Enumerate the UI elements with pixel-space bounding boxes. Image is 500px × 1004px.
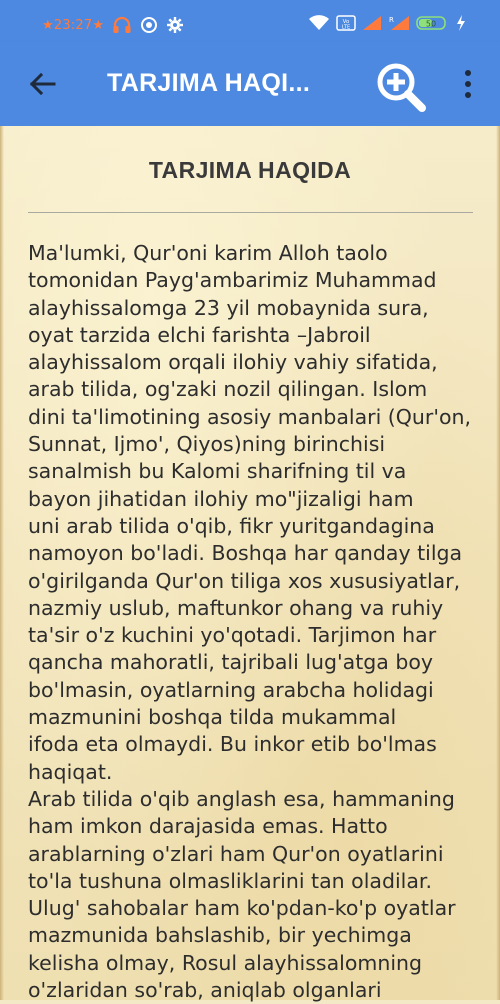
text-line: tomonidan Payg'ambarimiz Muhammad <box>28 268 437 293</box>
text-line: o'zlaridan so'rab, aniqlab olganlari <box>28 978 382 1003</box>
sync-icon <box>140 16 158 34</box>
text-line: nazmiy uslub, maftunkor ohang va ruhiy <box>28 595 444 620</box>
battery-icon <box>416 15 450 31</box>
zoom-button[interactable] <box>375 61 427 113</box>
status-time: ★23:27★ <box>42 17 105 33</box>
text-line: Arab tilida o'qib anglash esa, hammaning <box>28 786 455 811</box>
text-line: ham imkon darajasida emas. Hatto <box>28 814 388 839</box>
text-line: arablarning o'zlari ham Qur'on oyatlarini <box>28 841 444 866</box>
status-time-value: 23:27 <box>53 17 93 33</box>
settings-gear-icon <box>166 16 184 34</box>
text-line: ta'sir o'z kuchini yo'qotadi. Tarjimon har <box>28 623 437 648</box>
text-line: alayhissalomga 23 yil mobaynida sura, <box>28 295 429 320</box>
signal-icon-1 <box>362 15 382 31</box>
app-title: TARJIMA HAQI... <box>107 69 311 97</box>
status-bar <box>0 0 500 42</box>
text-line: bayon jihatidan ilohiy mo"jizaligi ham <box>28 486 414 511</box>
title-divider <box>28 212 473 213</box>
arrow-back-icon <box>28 72 56 96</box>
more-options-button[interactable] <box>458 66 478 102</box>
text-line: uni arab tilida o'qib, fikr yuritgandagina <box>28 513 435 538</box>
signal-icon-2 <box>388 15 410 31</box>
text-line: mazmunida bahslashib, bir yechimga <box>28 923 412 948</box>
text-line: bo'lmasin, oyatlarning arabcha holidagi <box>28 677 434 702</box>
text-line: to'la tushuna olmasliklarini tan oladilar. <box>28 868 432 893</box>
more-vertical-icon <box>458 66 478 102</box>
zoom-in-icon <box>375 61 427 113</box>
text-line: qancha mahoratli, tajribali lug'atga boy <box>28 650 434 675</box>
text-line: Ma'lumki, Qur'oni karim Alloh taolo <box>28 241 388 265</box>
content-area[interactable] <box>0 126 500 1003</box>
wifi-icon <box>308 15 330 31</box>
text-line: Ulug' sahobalar ham ko'pdan-ko'p oyatlar <box>28 896 456 921</box>
svg-text:LTE: LTE <box>341 24 351 31</box>
page-title: TARJIMA HAQIDA <box>148 157 352 183</box>
text-line: sanalmish bu Kalomi sharifning til va <box>28 459 407 484</box>
text-line: haqiqat. <box>28 759 113 784</box>
back-button[interactable] <box>22 64 62 104</box>
headphones-icon <box>112 16 132 34</box>
volte-icon <box>336 15 356 31</box>
text-line: ifoda eta olmaydi. Bu inkor etib bo'lmas <box>28 732 437 757</box>
text-line: mazmunini boshqa tilda mukammal <box>28 705 397 730</box>
text-line: dini ta'limotining asosiy manbalari (Qur'on, <box>28 404 472 429</box>
status-right <box>308 15 466 31</box>
svg-text:R: R <box>389 16 394 24</box>
text-line: alayhissalom orqali ilohiy vahiy sifatida, <box>28 350 438 375</box>
text-line: kelisha olmay, Rosul alayhissalomning <box>28 950 423 975</box>
text-line: arab tilida, og'zaki nozil qilingan. Islom <box>28 377 428 402</box>
text-line: o'girilganda Qur'on tiliga xos xususiyatlar, <box>28 568 461 593</box>
status-left <box>42 16 184 34</box>
text-line: oyat tarzida elchi farishta –Jabroil <box>28 322 371 347</box>
svg-text:Vo: Vo <box>342 19 350 25</box>
article-text <box>28 240 473 1004</box>
app-bar <box>0 42 500 126</box>
text-line: namoyon bo'ladi. Boshqa har qanday tilga <box>28 541 463 566</box>
charging-bolt-icon <box>456 15 466 31</box>
svg-text:50: 50 <box>425 19 437 29</box>
text-line: Sunnat, Ijmo', Qiyos)ning birinchisi <box>28 432 386 457</box>
